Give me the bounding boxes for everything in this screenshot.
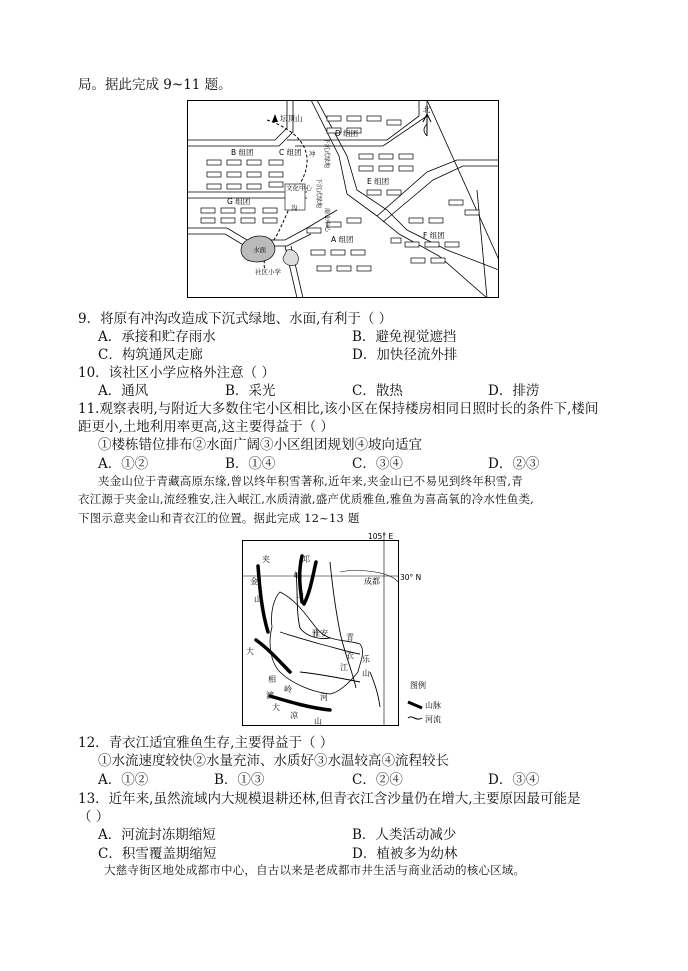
label-chengdu: 成都 (364, 577, 380, 586)
q11-stem-line1: 11.观察表明,与附近大多数住宅小区相比,该小区在保持楼房相同日照时长的条件下,楼间 (78, 401, 599, 417)
lon-label: 105° E (368, 532, 394, 541)
passage3-line: 大慈寺街区地处成都市中心，自古以来是老成都市井生活与商业活动的核心区域。 (104, 863, 526, 877)
label-shan1: 山 (254, 595, 262, 604)
q11-items: ①楼栋错位排布②水面广阔③小区组团规划④坡向适宜 (98, 437, 422, 453)
water-label: 水面 (253, 246, 266, 254)
group-g-label: G 组团 (227, 197, 251, 206)
q13-option-b: B．人类活动减少 (352, 827, 457, 843)
commercial-label: 商业中心 (323, 208, 330, 233)
q12-option-b: B．①③ (214, 772, 265, 788)
lat-label: 30° N (400, 573, 422, 582)
chong-label: 冲 (309, 150, 316, 158)
q13-stem-line2: （ ） (78, 809, 110, 825)
label-shan2: 山 (296, 591, 304, 600)
label-jiang: 江 (340, 663, 348, 672)
green-label-2: 下沉式绿地 (315, 178, 322, 209)
q11-option-b: B．①④ (225, 456, 276, 472)
q11-option-c: C．③④ (352, 456, 403, 472)
group-a-label: A 组团 (331, 235, 354, 244)
legend-river: 河流 (425, 715, 441, 724)
q11-option-a: A．①② (98, 456, 149, 472)
q12-option-a: A．①② (98, 772, 149, 788)
gou-label: 沟 (291, 204, 298, 212)
label-he: 河 (320, 693, 328, 702)
community-map (187, 100, 499, 298)
q11-stem-line2: 距更小,土地利用率更高,这主要得益于（ ） (78, 419, 334, 435)
group-b-label: B 组团 (231, 148, 254, 157)
q11-option-d: D．②③ (488, 456, 540, 472)
passage2-line1: 夹金山位于青藏高原东缘,曾以终年积雪著称,近年来,夹金山已不易见到终年积雪,青 (98, 474, 523, 488)
q9-stem: 9．将原有冲沟改造成下沉式绿地、水面,有利于（ ） (78, 311, 393, 327)
school-label: 社区小学 (255, 268, 281, 276)
q9-option-b: B．避免视觉遮挡 (352, 329, 457, 345)
label-xiang: 相 (268, 675, 276, 684)
label-da2: 大 (272, 703, 280, 712)
label-shan3: 山 (362, 669, 370, 678)
label-yi: 衣 (346, 651, 354, 660)
label-liang: 凉 (290, 711, 298, 720)
group-f-label: F 组团 (423, 231, 445, 240)
label-da1: 大 (246, 647, 254, 656)
q13-stem-line1: 13．近年来,虽然流域内大规模退耕还林,但青衣江含沙量仍在增大,主要原因最可能是 (78, 791, 581, 807)
group-c-label: C 组团 (279, 148, 302, 157)
passage2-line2: 衣江源于夹金山,流经雅安,注入岷江,水质清澈,盛产优质雅鱼,雅鱼为喜高氧的冷水性鱼类, (78, 492, 535, 506)
q12-stem: 12．青衣江适宜雅鱼生存,主要得益于（ ） (78, 735, 334, 751)
label-lai: 崃 (294, 571, 302, 580)
label-jin: 金 (250, 577, 258, 586)
culture-center-label: 文化中心 (286, 184, 312, 192)
q9-option-d: D．加快径流外排 (352, 347, 458, 363)
q12-items: ①水流速度较快②水量充沛、水质好③水温较高④流程较长 (98, 753, 449, 769)
q10-option-b: B．采光 (225, 383, 276, 399)
hill-label: 坛顶山 (280, 114, 303, 123)
q10-option-a: A．通风 (98, 383, 149, 399)
q9-option-c: C．构筑通风走廊 (98, 347, 203, 363)
label-ling: 岭 (284, 685, 292, 694)
passage2-line3: 下图示意夹金山和青衣江的位置。据此完成 12~13 题 (78, 511, 360, 525)
qingyi-river-map (240, 532, 448, 728)
label-yaan: 雅安 (312, 629, 328, 638)
green-label-1: 下沉式绿地 (323, 138, 330, 169)
group-e-label: E 组团 (367, 177, 390, 186)
q13-option-c: C．积雪覆盖期缩短 (98, 846, 217, 862)
legend-mountain: 山脉 (425, 701, 441, 710)
label-jia: 夹 (262, 555, 270, 564)
label-qiong: 邛 (302, 555, 310, 564)
group-d-label: D 组团 (335, 129, 359, 138)
label-le: 乐 (362, 655, 370, 664)
q12-option-d: D．③④ (488, 772, 540, 788)
q13-option-a: A．河流封冻期缩短 (98, 827, 216, 843)
q10-stem: 10．该社区小学应格外注意（ ） (78, 365, 275, 381)
q10-option-d: D．排涝 (488, 383, 540, 399)
q10-option-c: C．散热 (352, 383, 403, 399)
q12-option-c: C．②④ (352, 772, 403, 788)
q9-option-a: A．承接和贮存雨水 (98, 329, 216, 345)
q13-option-d: D．植被多为幼林 (352, 846, 458, 862)
label-du: 渡 (266, 691, 274, 700)
label-shan4: 山 (314, 717, 322, 726)
intro-text: 局。据此完成 9~11 题。 (78, 77, 232, 93)
north-label: 北 (423, 105, 431, 114)
legend-title: 图例 (410, 681, 426, 690)
label-qing: 青 (346, 633, 354, 642)
